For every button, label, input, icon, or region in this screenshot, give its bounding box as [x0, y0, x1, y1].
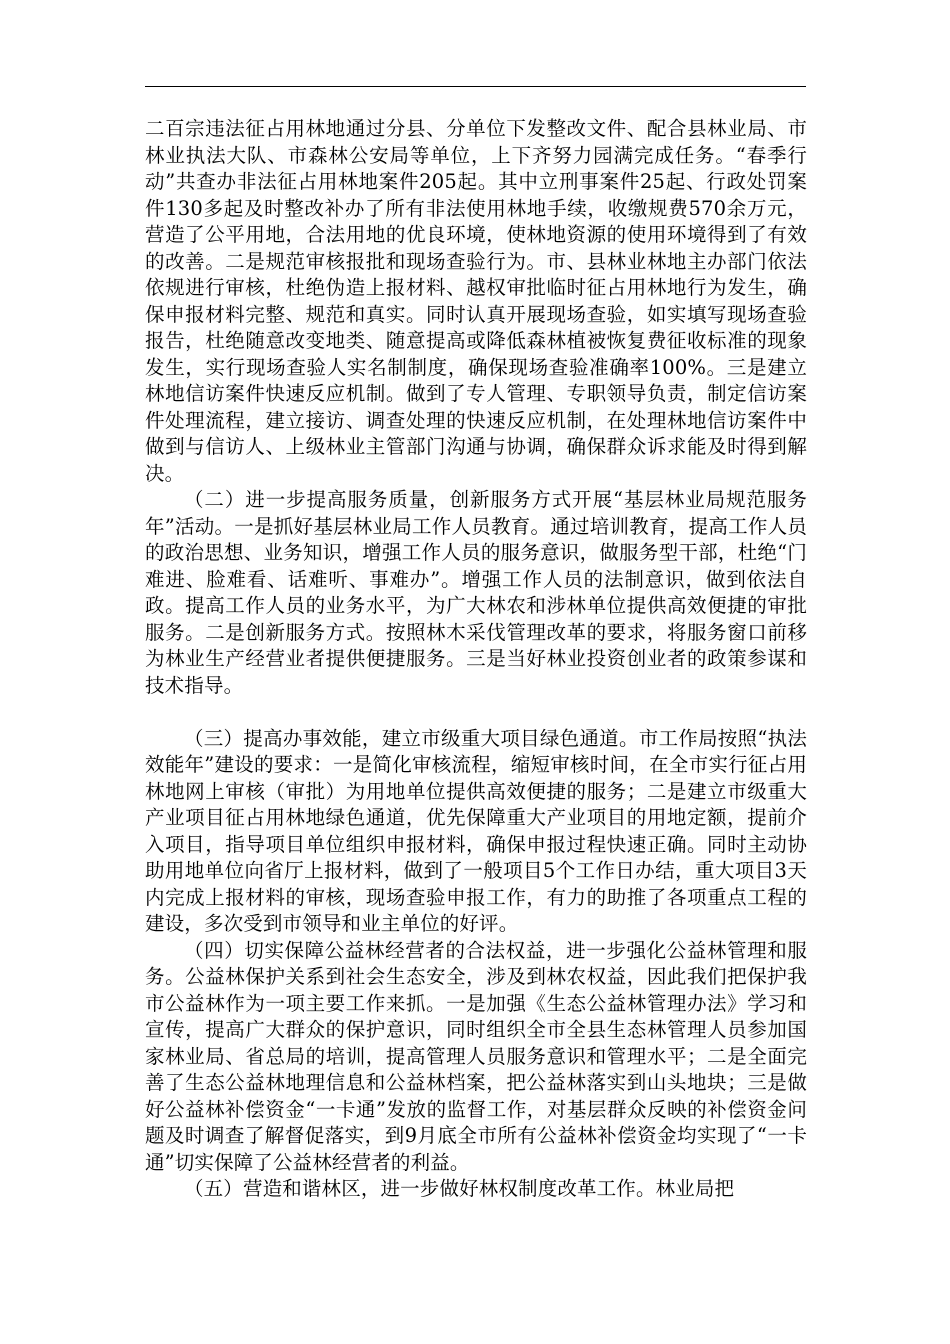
paragraph-5: （五）营造和谐林区，进一步做好林权制度改革工作。林业局把	[184, 1177, 735, 1200]
paragraph-3: （三）提高办事效能，建立市级重大项目绿色通道。市工作局按照“执法效能年”建设的要求：一是简化审核流程，缩短审核时间，在全市实行征占用林地网上审核（审批）为用地单位提供高效便捷的服务；二是建立市级重大产业项目征占用林地绿色通道，优先保障重大产业项目的用地定额，提前介入项目，指导项目单位组织申报材料，确保申报过程快速正确。同时主动协助用地单位向省厅上报材料，做到了一般项目5个工作日办结，重大项目3天内完成上报材料的审核，现场查验申报工作，有力的助推了各项重点工程的建设，多次受到市领导和业主单位的好评。	[145, 726, 807, 935]
paragraph-4: （四）切实保障公益林经营者的合法权益，进一步强化公益林管理和服务。公益林保护关系到社会生态安全，涉及到林农权益，因此我们把保护我市公益林作为一项主要工作来抓。一是加强《生态公益林管理办法》学习和宣传，提高广大群众的保护意识，同时组织全市全县生态林管理人员参加国家林业局、省总局的培训，提高管理人员服务意识和管理水平；二是全面完善了生态公益林地理信息和公益林档案，把公益林落实到山头地块；三是做好公益林补偿资金“一卡通”发放的监督工作，对基层群众反映的补偿资金问题及时调查了解督促落实，到9月底全市所有公益林补偿资金均实现了“一卡通”切实保障了公益林经营者的利益。	[145, 938, 807, 1174]
paragraph-gap	[145, 699, 807, 726]
header-rule	[145, 86, 806, 87]
paragraph-1: 二百宗违法征占用林地通过分县、分单位下发整改文件、配合县林业局、市林业执法大队、市森林公安局等单位，上下齐努力园满完成任务。“春季行动”共查办非法征占用林地案件205起。其中立刑事案件25起、行政处罚案件130多起及时整改补办了所有非法使用林地手续，收缴规费570余万元，营造了公平用地，合法用地的优良环境，使林地资源的使用环境得到了有效的改善。二是规范审核报批和现场查验行为。市、县林业林地主办部门依法依规进行审核，杜绝伪造上报材料、越权审批临时征占用林地行为发生，确保申报材料完整、规范和真实。同时认真开展现场查验，如实填写现场查验报告，杜绝随意改变地类、随意提高或降低森林植被恢复费征收标准的现象发生，实行现场查验人实名制制度，确保现场查验准确率100%。三是建立林地信访案件快速反应机制。做到了专人管理、专职领导负责，制定信访案件处理流程，建立接访、调查处理的快速反应机制，在处理林地信访案件中做到与信访人、上级林业主管部门沟通与协调，确保群众诉求能及时得到解决。	[145, 117, 807, 485]
paragraph-2: （二）进一步提高服务质量，创新服务方式开展“基层林业局规范服务年”活动。一是抓好基层林业局工作人员教育。通过培训教育，提高工作人员的政治思想、业务知识，增强工作人员的服务意识，做服务型干部，杜绝“门难进、脸难看、话难听、事难办”。增强工作人员的法制意识，做到依法自政。提高工作人员的业务水平，为广大林农和涉林单位提供高效便捷的审批服务。二是创新服务方式。按照林木采伐管理改革的要求，将服务窗口前移为林业生产经营业者提供便捷服务。三是当好林业投资创业者的政策参谋和技术指导。	[145, 488, 807, 697]
document-body	[145, 116, 807, 1203]
